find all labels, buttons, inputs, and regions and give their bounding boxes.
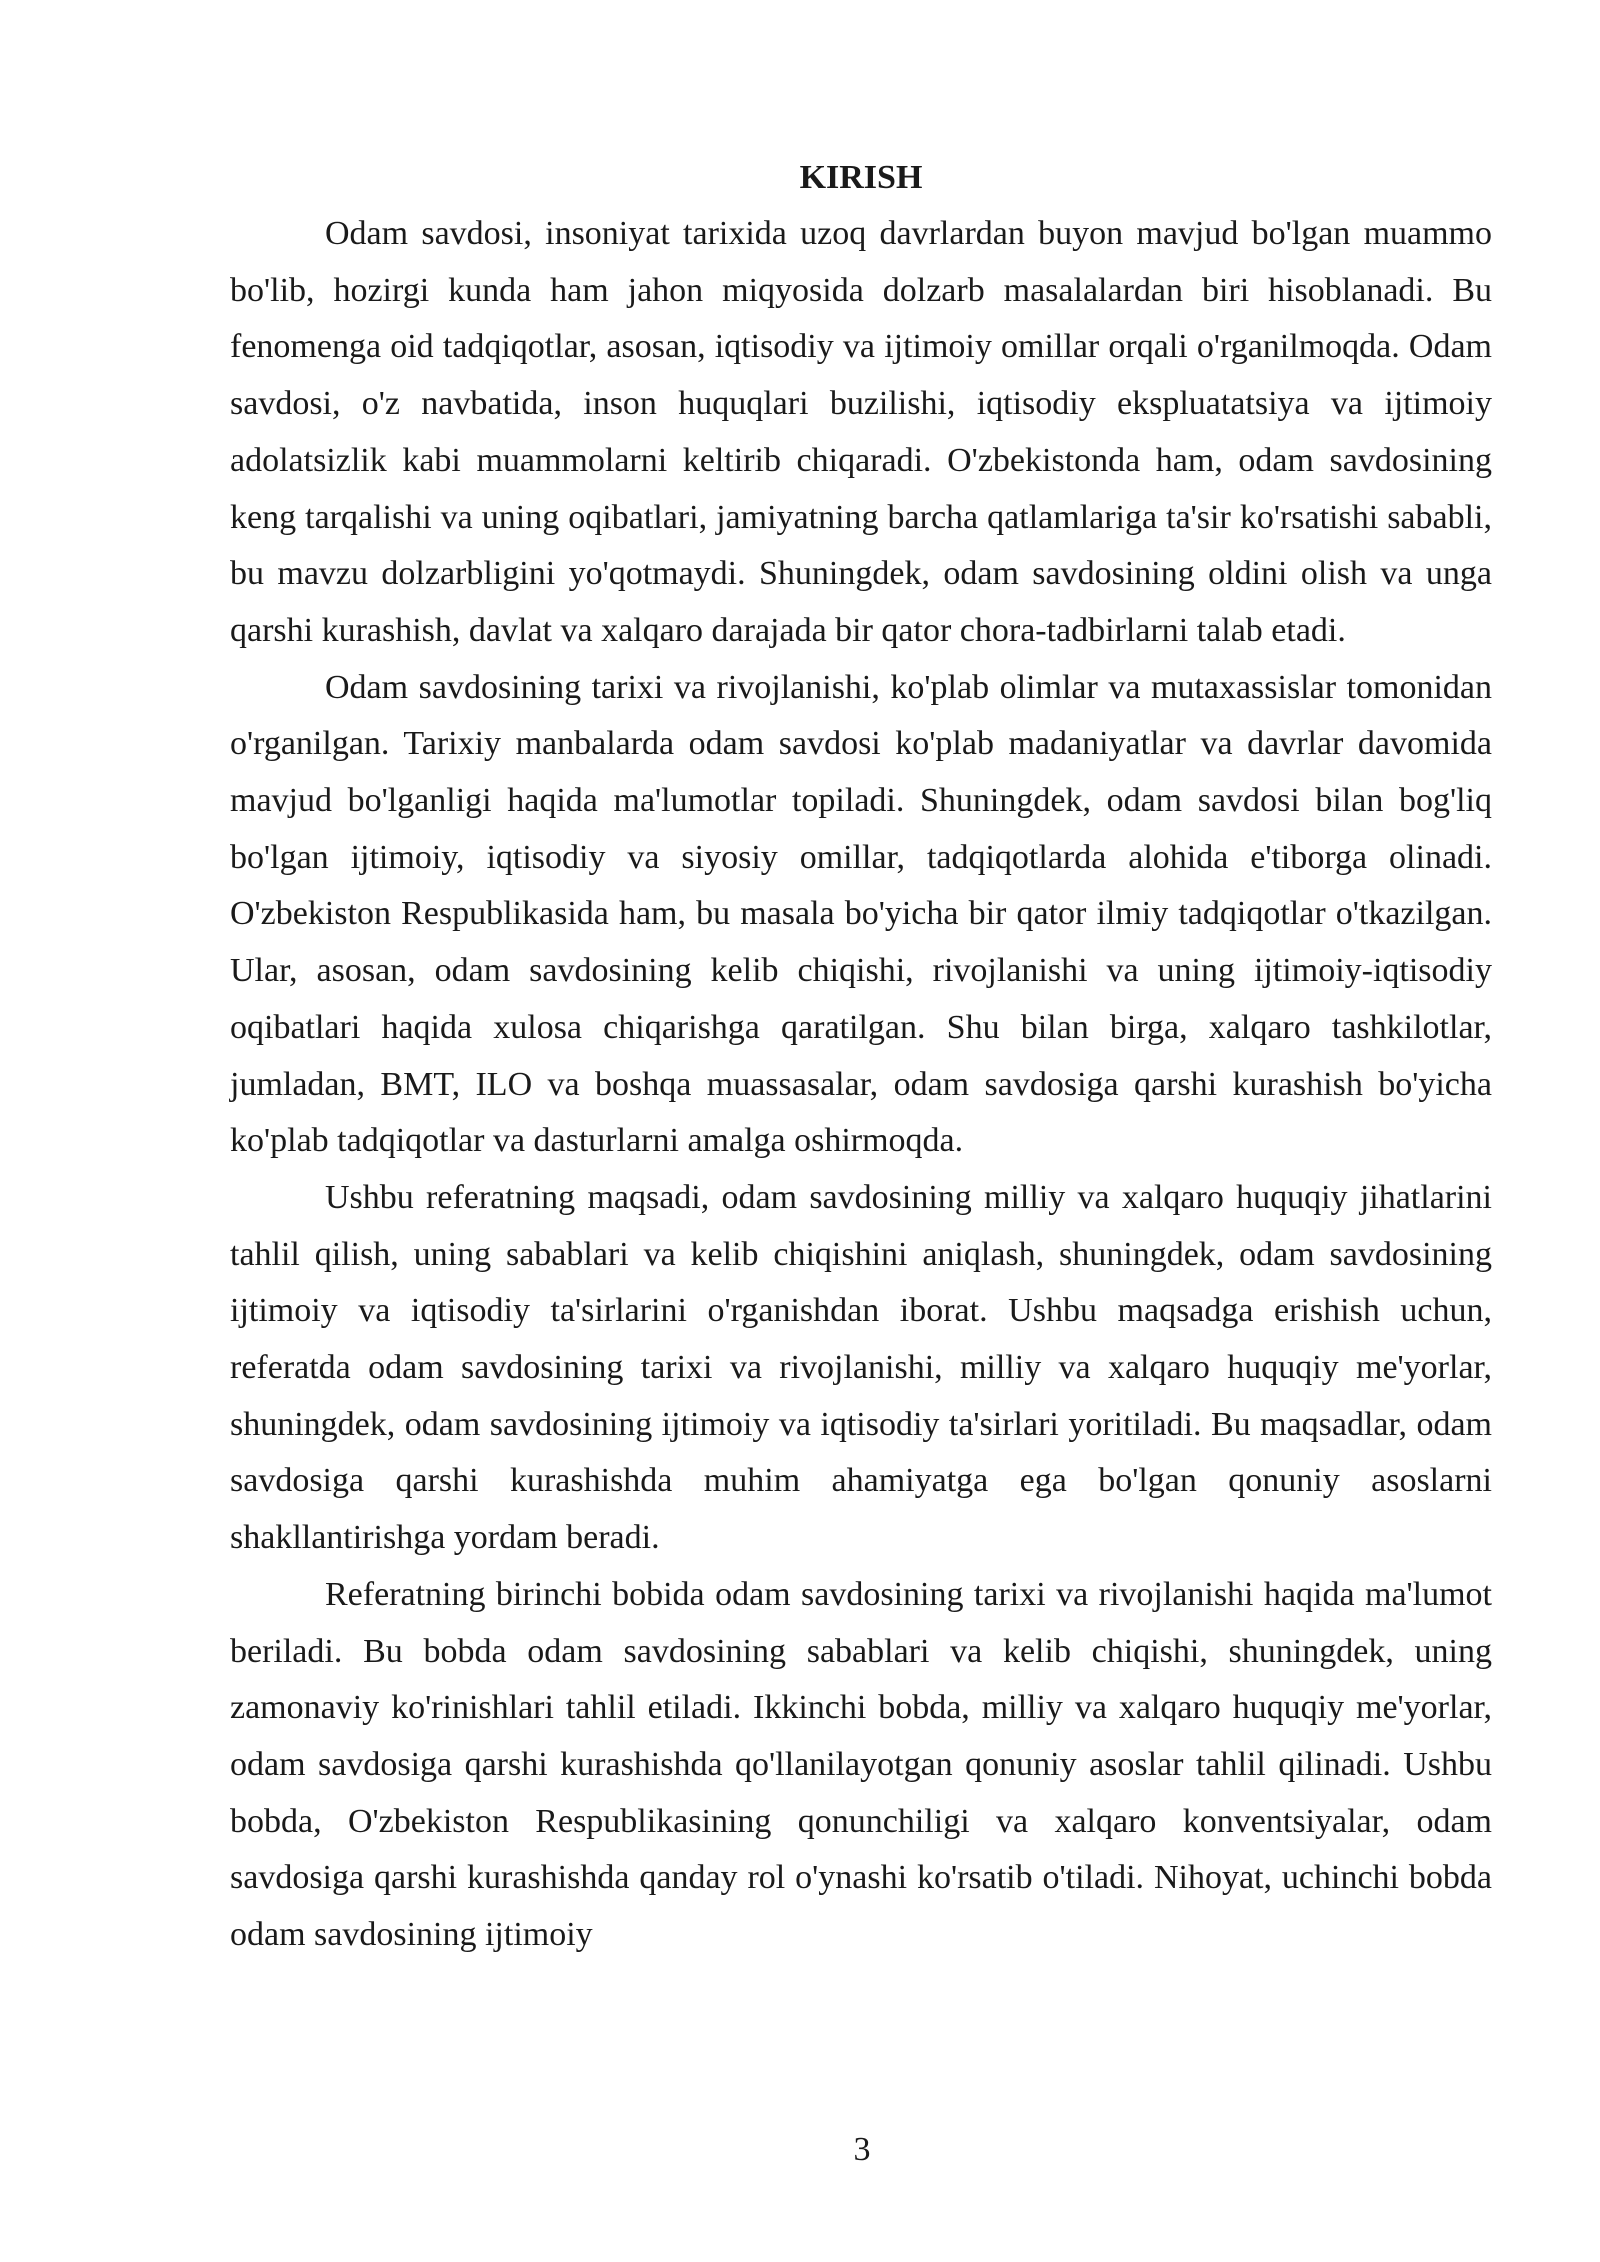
document-page	[230, 150, 1492, 1964]
paragraph-1: Odam savdosi, insoniyat tarixida uzoq davrlardan buyon mavjud bo'lgan muammo bo'lib, hozirgi kunda ham jahon miqyosida dolzarb masalalardan biri hisoblanadi. Bu fenomenga oid tadqiqotlar, asosan, iqtisodiy va ijtimoiy omillar orqali o'rganilmoqda. Odam savdosi, o'z navbatida, inson huquqlari buzilishi, iqtisodiy ekspluatatsiya va ijtimoiy adolatsizlik kabi muammolarni keltirib chiqaradi. O'zbekistonda ham, odam savdosining keng tarqalishi va uning oqibatlari, jamiyatning barcha qatlamlariga ta'sir ko'rsatishi sababli, bu mavzu dolzarbligini yo'qotmaydi. Shuningdek, odam savdosining oldini olish va unga qarshi kurashish, davlat va xalqaro darajada bir qator chora-tadbirlarni talab etadi.	[230, 215, 1492, 649]
page-number: 3	[853, 2131, 871, 2168]
paragraph-3: Ushbu referatning maqsadi, odam savdosining milliy va xalqaro huquqiy jihatlarini tahlil qilish, uning sabablari va kelib chiqishini aniqlash, shuningdek, odam savdosining ijtimoiy va iqtisodiy ta'sirlarini o'rganishdan iborat. Ushbu maqsadga erishish uchun, referatda odam savdosining tarixi va rivojlanishi, milliy va xalqaro huquqiy me'yorlar, shuningdek, odam savdosining ijtimoiy va iqtisodiy ta'sirlari yoritiladi. Bu maqsadlar, odam savdosiga qarshi kurashishda muhim ahamiyatga ega bo'lgan qonuniy asoslarni shakllantirishga yordam beradi.	[230, 1178, 1492, 1557]
paragraph-2: Odam savdosining tarixi va rivojlanishi, ko'plab olimlar va mutaxassislar tomonidan o'rganilgan. Tarixiy manbalarda odam savdosi ko'plab madaniyatlar va davrlar davomida mavjud bo'lganligi haqida ma'lumotlar topiladi. Shuningdek, odam savdosi bilan bog'liq bo'lgan ijtimoiy, iqtisodiy va siyosiy omillar, tadqiqotlarda alohida e'tiborga olinadi. O'zbekiston Respublikasida ham, bu masala bo'yicha bir qator ilmiy tadqiqotlar o'tkazilgan. Ular, asosan, odam savdosining kelib chiqishi, rivojlanishi va uning ijtimoiy-iqtisodiy oqibatlari haqida xulosa chiqarishga qaratilgan. Shu bilan birga, xalqaro tashkilotlar, jumladan, BMT, ILO va boshqa muassasalar, odam savdosiga qarshi kurashish bo'yicha ko'plab tadqiqotlar va dasturlarni amalga oshirmoqda.	[230, 668, 1492, 1160]
section-heading: KIRISH	[799, 159, 923, 196]
paragraph-4: Referatning birinchi bobida odam savdosining tarixi va rivojlanishi haqida ma'lumot beriladi. Bu bobda odam savdosining sabablari va kelib chiqishi, shuningdek, uning zamonaviy ko'rinishlari tahlil etiladi. Ikkinchi bobda, milliy va xalqaro huquqiy me'yorlar, odam savdosiga qarshi kurashishda qo'llanilayotgan qonuniy asoslar tahlil qilinadi. Ushbu bobda, O'zbekiston Respublikasining qonunchiligi va xalqaro konventsiyalar, odam savdosiga qarshi kurashishda qanday rol o'ynashi ko'rsatib o'tiladi. Nihoyat, uchinchi bobda odam savdosining ijtimoiy	[230, 1575, 1492, 1954]
